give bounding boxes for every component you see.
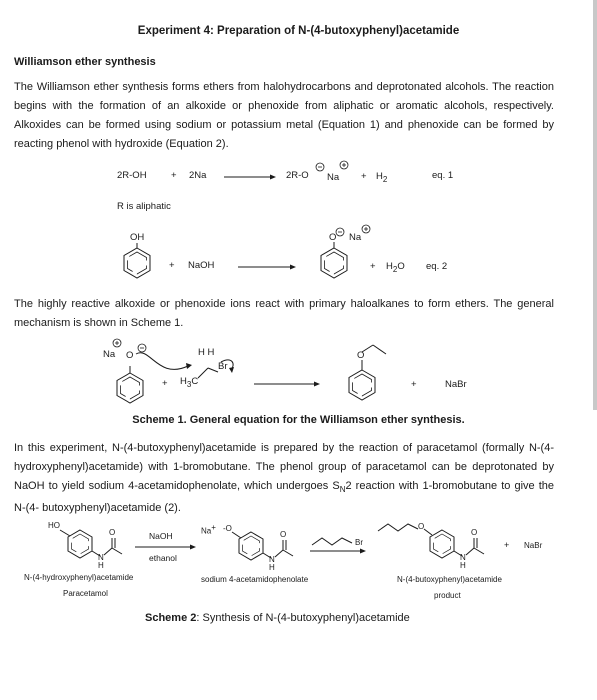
scheme1-caption: Scheme 1. General equation for the Williamson ether synthesis.: [132, 414, 465, 426]
page-title: Experiment 4: Preparation of N-(4-butoxyphenyl)acetamide: [137, 25, 460, 37]
scheme2-ether-o: O: [418, 522, 425, 531]
scheme1-br: Br: [218, 361, 228, 372]
scheme1-ether-o: O: [357, 350, 365, 361]
eq1-product: 2R-O: [286, 170, 309, 181]
scheme2-plus: +: [504, 540, 510, 550]
mechanism-paragraph: The highly reactive alkoxide or phenoxide ions react with primary haloalkanes to form ethers. The general mechanism is shown in Scheme 1.: [14, 298, 554, 329]
scheme2-reagent: NaOH: [149, 531, 173, 541]
scheme2-nh-2: N: [269, 555, 275, 564]
eq2-plus: +: [169, 260, 175, 271]
scheme2-carbonyl-o-1: O: [109, 528, 116, 537]
scheme2-label-paracetamol-iupac: N-(4-hydroxyphenyl)acetamide: [24, 573, 134, 582]
eq2-plus-2: +: [370, 261, 376, 272]
scheme1-plus-2: +: [411, 379, 417, 390]
scheme2-label-product-iupac: N-(4-butoxyphenyl)acetamide: [397, 575, 502, 584]
scheme2-caption: Scheme 2: Synthesis of N-(4-butoxyphenyl)acetamide: [145, 612, 410, 624]
eq2-oh: OH: [130, 232, 145, 243]
scheme2-label-paracetamol: Paracetamol: [63, 589, 108, 598]
scheme2-o-minus: -O: [223, 524, 232, 533]
scheme2-carbonyl-o-3: O: [471, 528, 478, 537]
scheme1-hh: H H: [198, 347, 215, 358]
experiment-paragraph: In this experiment, N-(4-butoxyphenyl)acetamide is prepared by the reaction of paracetamol (formally N-(4- hydroxyphenyl)acetamide) with 1-bromobutane. The phenol group of paracetamol can be deprotonated by NaOH to yield sodium 4-acetamidophenolate, which undergoes $S_N2$ reaction with 1-bromobutane to give the N-(4- butoxyphenyl)acetamide (2).: [14, 442, 554, 515]
eq1-counterion: Na: [327, 172, 340, 183]
eq1-note: R is aliphatic: [117, 201, 171, 212]
eq1-reactant: 2R-OH: [117, 170, 147, 181]
eq2-na: Na: [349, 232, 362, 243]
scheme2-carbonyl-o-2: O: [280, 530, 287, 539]
eq1-reagent: 2Na: [189, 170, 207, 181]
scheme2-h-2: H: [269, 563, 275, 572]
section-heading: Williamson ether synthesis: [14, 56, 156, 68]
eq1-label: eq. 1: [432, 170, 454, 181]
scheme1-h3c: $H_3C$: [180, 376, 199, 389]
eq2-o: O: [329, 232, 337, 243]
scheme2-solvent: ethanol: [149, 553, 177, 563]
eq2-water: $H_2O$: [386, 261, 405, 274]
scheme2-na: Na+: [201, 523, 216, 536]
scheme2-nh-1: N: [98, 553, 104, 562]
scheme2-h-1: H: [98, 561, 104, 570]
scheme2-h-3: H: [460, 561, 466, 570]
scheme1-nabr: NaBr: [445, 379, 467, 390]
eq1-byproduct: $H_2$: [376, 171, 388, 184]
eq1-plus-2: +: [361, 171, 367, 182]
scheme2-br: Br: [355, 538, 363, 547]
scheme2-label-product: product: [434, 591, 461, 600]
scheme1-o: O: [126, 350, 134, 361]
eq1-plus: +: [171, 170, 177, 181]
scheme1-plus: +: [162, 378, 168, 389]
scheme2-label-phenolate: sodium 4-acetamidophenolate: [201, 575, 309, 584]
eq2-label: eq. 2: [426, 261, 448, 272]
scheme2-ho: HO: [48, 521, 60, 530]
eq2-reagent: NaOH: [188, 260, 215, 271]
scheme2-nabr: NaBr: [524, 541, 543, 550]
intro-paragraph: The Williamson ether synthesis forms ethers from halohydrocarbons and deprotonated alcohols. The reaction begins with the formation of an alkoxide or phenoxide from aliphatic or aromatic alcohols, respectively. Alkoxides can be formed using sodium or potassium metal (Equation 1) and phenoxide can be formed by reacting phenol with hydroxide (Equation 2).: [14, 81, 554, 150]
scheme2-nh-3: N: [460, 553, 466, 562]
scheme1-na: Na: [103, 349, 116, 360]
